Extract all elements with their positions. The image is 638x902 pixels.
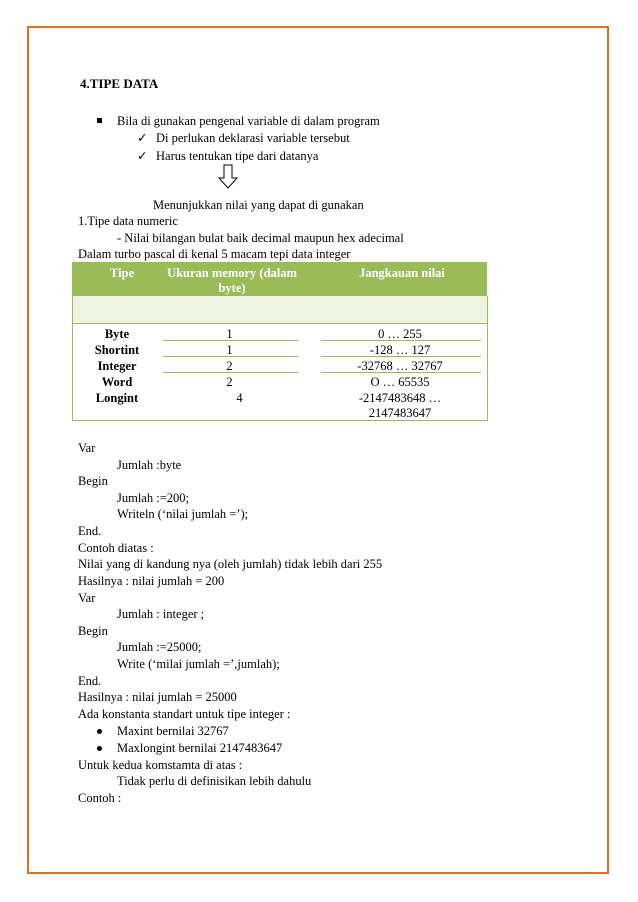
col-header-size-unit: byte) (218, 281, 246, 295)
text-line: Untuk kedua komstamta di atas : (78, 758, 243, 772)
code-line: Begin (78, 474, 108, 488)
table-cell-size: 2 (226, 359, 233, 373)
intro-bullet-text: Bila di gunakan pengenal variable di dalam program (117, 114, 380, 128)
table-cell-size: 4 (236, 391, 243, 405)
table-header-blank-row (72, 296, 488, 324)
code-line: Jumlah :=25000; (117, 640, 202, 654)
code-line: Var (78, 591, 96, 605)
table-cell-tipe: Shortint (94, 343, 140, 357)
table-cell-tipe: Word (101, 375, 133, 389)
col-header-range: Jangkauan nilai (359, 266, 445, 280)
table-cell-range: O … 65535 (370, 375, 430, 389)
col-header-size: Ukuran memory (dalam (167, 266, 297, 280)
table-cell-size: 1 (226, 327, 233, 341)
numeric-title: 1.Tipe data numeric (78, 214, 178, 228)
check-icon: ✓ (137, 131, 148, 145)
text-line: Ada konstanta standart untuk tipe integer : (78, 707, 291, 721)
table-cell-tipe: Integer (97, 359, 137, 373)
text-line: Tidak perlu di definisikan lebih dahulu (117, 774, 312, 788)
code-line: Jumlah :byte (117, 458, 182, 472)
table-cell-range: -32768 … 32767 (357, 359, 443, 373)
col-header-tipe: Tipe (109, 266, 135, 280)
constant-item-1: Maxint bernilai 32767 (117, 724, 229, 738)
section-heading: 4.TIPE DATA (80, 76, 159, 91)
code-line: Var (78, 441, 96, 455)
text-line: Nilai yang di kandung nya (oleh jumlah) tidak lebih dari 255 (78, 557, 383, 571)
table-header (72, 262, 487, 296)
table-cell-range: -128 … 127 (369, 343, 431, 357)
table-cell-size: 1 (226, 343, 233, 357)
text-line: Hasilnya : nilai jumlah = 200 (78, 574, 225, 588)
text-line: Contoh : (78, 791, 122, 805)
table-cell-tipe: Byte (104, 327, 130, 341)
numeric-sub: - Nilai bilangan bulat baik decimal maupun hex adecimal (117, 231, 404, 245)
dot-bullet-icon (97, 746, 102, 751)
text-line: Hasilnya : nilai jumlah = 25000 (78, 690, 237, 704)
check-item-1: Di perlukan deklarasi variable tersebut (156, 131, 350, 145)
square-bullet-icon (97, 118, 102, 123)
table-cell-size: 2 (226, 375, 233, 389)
arrow-result-text: Menunjukkan nilai yang dapat di gunakan (153, 198, 364, 212)
table-cell-range: -2147483648 … (358, 391, 442, 405)
table-cell-range-cont: 2147483647 (368, 406, 432, 420)
check-icon: ✓ (137, 149, 148, 163)
constant-item-2: Maxlongint bernilai 2147483647 (117, 741, 283, 755)
table-cell-tipe: Longint (95, 391, 139, 405)
down-arrow-icon (217, 164, 239, 190)
check-item-2: Harus tentukan tipe dari datanya (156, 149, 319, 163)
code-line: Write (‘milai jumlah =’,jumlah); (117, 657, 280, 671)
code-line: Begin (78, 624, 108, 638)
code-line: Jumlah :=200; (117, 491, 189, 505)
code-line: End. (78, 674, 102, 688)
code-line: Jumlah : integer ; (117, 607, 205, 621)
code-line: End. (78, 524, 102, 538)
numeric-desc: Dalam turbo pascal di kenal 5 macam tepi data integer (78, 247, 351, 261)
text-line: Contoh diatas : (78, 541, 154, 555)
dot-bullet-icon (97, 729, 102, 734)
table-cell-range: 0 … 255 (378, 327, 422, 341)
code-line: Writeln (‘nilai jumlah =’); (117, 507, 249, 521)
